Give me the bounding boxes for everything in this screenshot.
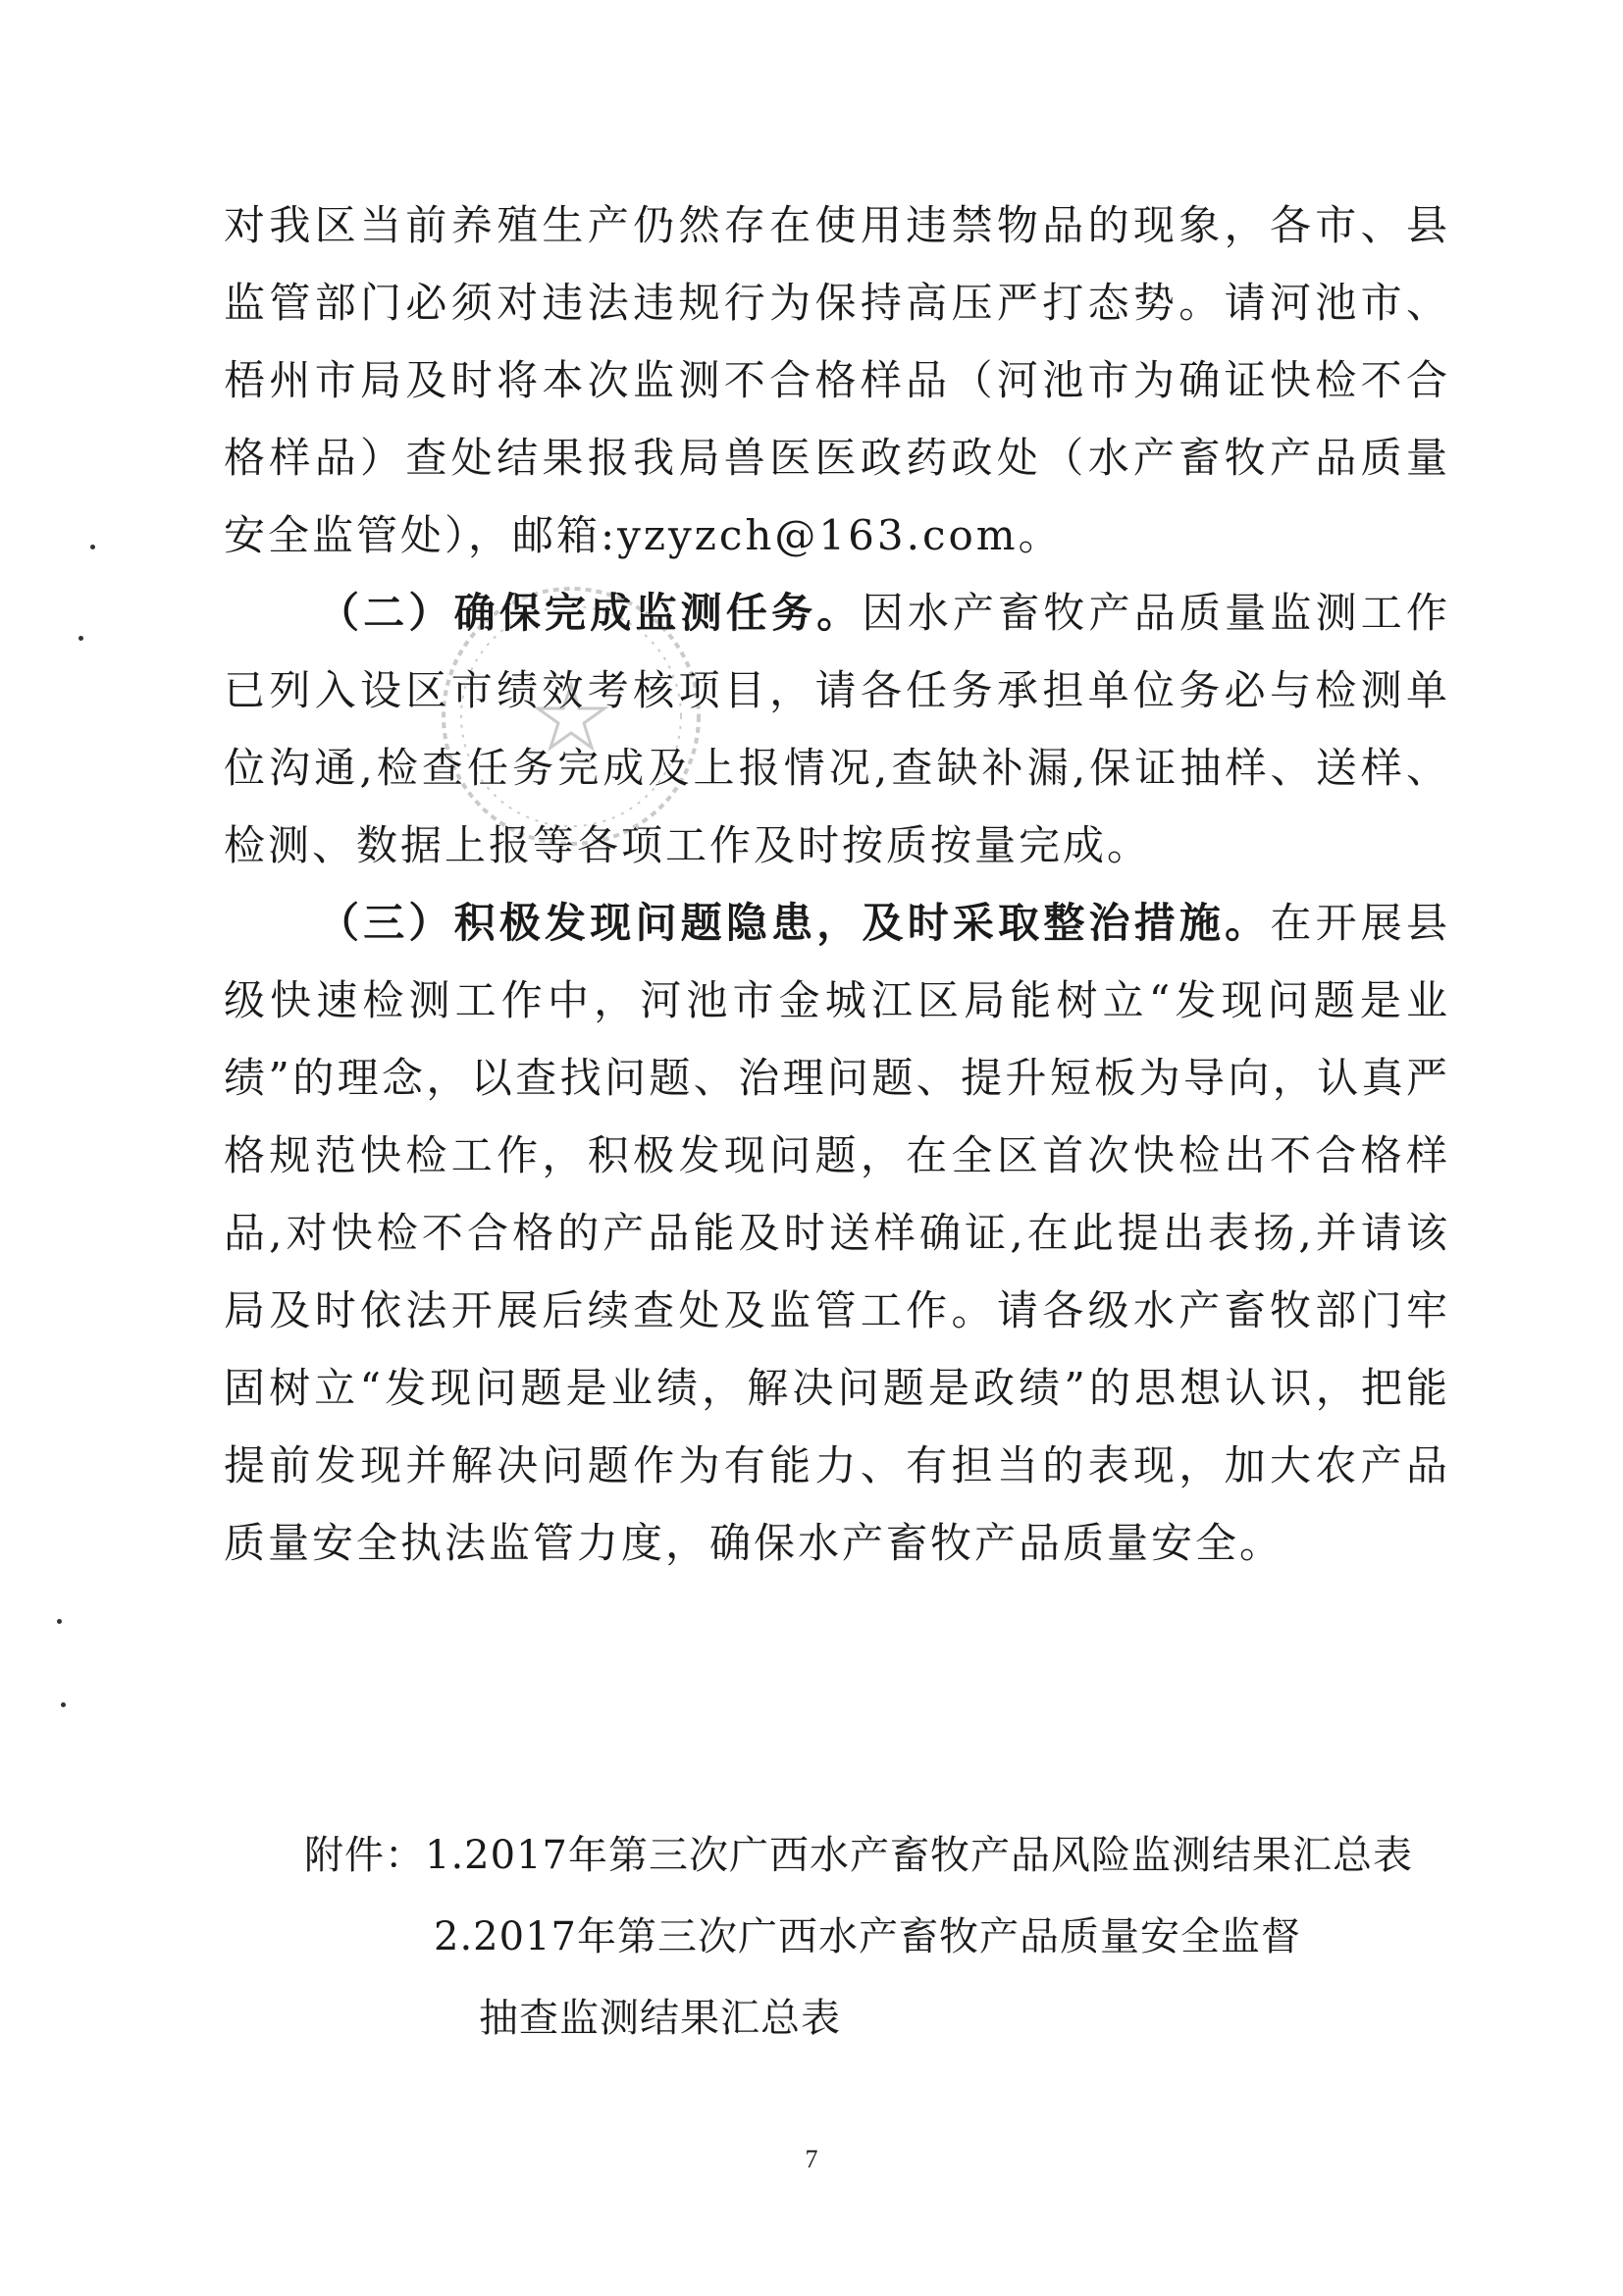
- attachment-item-1: 1.2017年第三次广西水产畜牧产品风险监测结果汇总表: [425, 1833, 1413, 1878]
- paragraph-2: [224, 574, 1450, 884]
- attachments-block: [304, 1815, 1413, 2060]
- scan-speck: [90, 545, 95, 549]
- scan-speck: [79, 636, 83, 641]
- body-text: [224, 186, 1450, 1582]
- attachments-label: 附件：: [304, 1833, 425, 1878]
- attachment-line-1: [304, 1815, 1413, 1897]
- paragraph-2-heading: （二）确保完成监测任务。: [318, 589, 863, 637]
- attachment-item-2: 2.2017年第三次广西水产畜牧产品质量安全监督: [434, 1914, 1301, 1959]
- paragraph-3-text: 在开展县级快速检测工作中，河池市金城江区局能树立“发现问题是业绩”的理念，以查找问题、治理问题、提升短板为导向，认真严格规范快检工作，积极发现问题，在全区首次快检出不合格样品,对快检不合格的产品能及时送样确证,在此提出表扬,并请该局及时依法开展后续查处及监管工作。请各级水产畜牧部门牢固树立“发现问题是业绩，解决问题是政绩”的思想认识，把能提前发现并解决问题作为有能力、有担当的表现，加大农产品质量安全执法监管力度，确保水产畜牧产品质量安全。: [224, 899, 1450, 1567]
- attachment-line-2: [304, 1897, 1413, 1978]
- paragraph-3: [224, 884, 1450, 1582]
- attachment-line-3: [304, 1978, 1413, 2060]
- paragraph-3-heading: （三）积极发现问题隐患，及时采取整治措施。: [318, 899, 1271, 947]
- page-number: 7: [805, 2145, 818, 2173]
- scan-speck: [61, 1702, 66, 1707]
- paragraph-2-text: 因水产畜牧产品质量监测工作已列入设区市绩效考核项目，请各任务承担单位务必与检测单位沟通,检查任务完成及上报情况,查缺补漏,保证抽样、送样、检测、数据上报等各项工作及时按质按量完成。: [224, 589, 1450, 869]
- attachment-item-2-continued: 抽查监测结果汇总表: [479, 1996, 841, 2041]
- paragraph-1-text: 对我区当前养殖生产仍然存在使用违禁物品的现象，各市、县监管部门必须对违法违规行为保持高压严打态势。请河池市、梧州市局及时将本次监测不合格样品（河池市为确证快检不合格样品）查处结果报我局兽医医政药政处（水产畜牧产品质量安全监管处），邮箱:yzyzch@163.com。: [224, 201, 1450, 559]
- paragraph-1: [224, 186, 1450, 574]
- scan-speck: [57, 1619, 62, 1624]
